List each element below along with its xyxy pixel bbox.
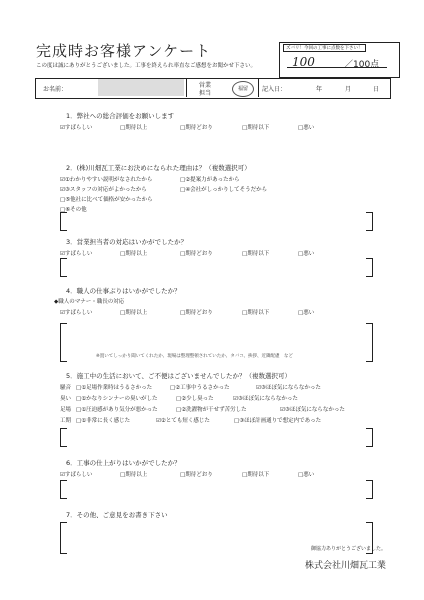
q4-option[interactable]: □悪い: [298, 310, 315, 316]
divider: [258, 78, 259, 97]
q2-option[interactable]: ☑①わかりやすい説明がなされたから: [60, 177, 153, 183]
score-suffix: ／100点: [344, 60, 380, 70]
q1-option[interactable]: ☑すばらしい: [60, 125, 93, 131]
score-value[interactable]: 100: [292, 55, 315, 69]
rep-stamp: 福留: [232, 81, 254, 97]
footer-thanks: 御協力ありがとうございました。: [310, 546, 386, 552]
q4-option[interactable]: ☑すばらしい: [60, 310, 93, 316]
q5-option[interactable]: □②工事中うるさかった: [170, 385, 230, 391]
intro-text: この度は誠にありがとうございました。工事を終えられ率直なご感想をお聞かせ下さい。: [36, 63, 257, 69]
q5-row-label: 足場: [60, 407, 72, 413]
q3-option[interactable]: □期待以下: [242, 251, 270, 257]
q3-option[interactable]: □期待以上: [120, 251, 148, 257]
q3-option[interactable]: □悪い: [298, 251, 315, 257]
company-name: 株式会社川畑瓦工業: [304, 561, 386, 571]
q2-bracket-left: [60, 212, 67, 231]
date-year: 年: [316, 86, 323, 93]
q1-option[interactable]: □悪い: [298, 125, 315, 131]
date-day: 日: [373, 86, 380, 93]
q6-title: 6．工事の仕上がりはいかがでしたか？: [66, 459, 181, 467]
q1-option[interactable]: □期待どおり: [180, 125, 213, 131]
divider: [186, 78, 187, 97]
rep-label-2: 担当: [199, 90, 212, 97]
q5-title: 5．施工中の生活において、ご不便はございませんでしたか？（複数選択可）: [66, 372, 292, 380]
q5-row-label: 臭い: [60, 396, 72, 402]
name-field[interactable]: [98, 79, 184, 96]
q5-option[interactable]: ☑③ほぼ気にならなかった: [256, 385, 321, 391]
q4-option[interactable]: □期待どおり: [180, 310, 213, 316]
q5-option[interactable]: □①圧迫感があり気分が悪かった: [76, 407, 158, 413]
q2-bracket-right: [366, 212, 373, 231]
q7-title: 7．その他、ご意見をお書き下さい: [66, 511, 168, 519]
q6-bracket-right: [366, 480, 373, 499]
q4-title: 4．職人の仕事ぶりはいかがでしたか？: [66, 287, 181, 295]
q3-bracket-right: [366, 258, 373, 277]
q4-subtitle: ◆職人のマナー・職長の対応: [54, 299, 125, 305]
date-month: 月: [345, 86, 352, 93]
q6-option[interactable]: □悪い: [298, 472, 315, 478]
q5-option[interactable]: ☑③ほぼ気にならなかった: [233, 396, 298, 402]
q2-option[interactable]: □④会社がしっかりしてそうだから: [180, 187, 268, 193]
q1-title: 1．弊社への総合評価をお願いします: [66, 112, 175, 120]
score-tag: ズバリ！今回の工事に点数を下さい！: [283, 44, 366, 52]
q2-option[interactable]: □⑥その他: [60, 207, 87, 213]
q5-option[interactable]: □②洗濯物が干せず苦労した: [176, 407, 247, 413]
q4-bracket-right: [366, 323, 373, 362]
q6-option[interactable]: ☑すばらしい: [60, 472, 93, 478]
q5-option[interactable]: □①足場作業時はうるさかった: [76, 385, 153, 391]
q6-option[interactable]: □期待以上: [120, 472, 148, 478]
q1-option[interactable]: □期待以下: [242, 125, 270, 131]
page-title: 完成時お客様アンケート: [36, 42, 212, 60]
date-label: 記入日：: [262, 86, 287, 93]
q2-option[interactable]: ☑③スタッフの対応がよかったから: [60, 187, 147, 193]
q6-option[interactable]: □期待どおり: [180, 472, 213, 478]
q4-bracket-left: [60, 323, 67, 362]
q5-option[interactable]: □①かなりシンナーの臭いがした: [76, 396, 158, 402]
q3-bracket-left: [60, 258, 67, 277]
info-row: [35, 78, 391, 99]
q3-option[interactable]: □期待どおり: [180, 251, 213, 257]
q5-option[interactable]: □③ほぼ計画通りで想定内であった: [234, 418, 322, 424]
q5-option[interactable]: □②少し臭った: [176, 396, 214, 402]
q2-option[interactable]: □⑤他社に比べて価格が安かったから: [60, 197, 153, 203]
q4-note: ※置いてしっかり聞いてくれたか、現場は整理整頓されていたか、タバコ、挨拶、近隣配慮 など: [96, 354, 294, 359]
q5-bracket-left: [60, 428, 67, 447]
q3-title: 3．営業担当者の対応はいかがでしたか？: [66, 238, 188, 246]
q6-option[interactable]: □期待以下: [242, 472, 270, 478]
q7-bracket-left[interactable]: [60, 522, 67, 554]
q5-bracket-right: [366, 428, 373, 447]
q5-option[interactable]: ☑③ほぼ気にならなかった: [280, 407, 345, 413]
q6-bracket-left: [60, 480, 67, 499]
q4-option[interactable]: □期待以下: [242, 310, 270, 316]
name-label: お名前：: [43, 86, 68, 93]
q5-option[interactable]: ☑②とても短く感じた: [156, 418, 210, 424]
q5-row-label: 工期: [60, 418, 72, 424]
q1-option[interactable]: □期待以上: [120, 125, 148, 131]
q3-option[interactable]: ☑すばらしい: [60, 251, 93, 257]
rep-label-1: 営業: [199, 82, 212, 89]
q5-row-label: 騒音: [60, 385, 72, 391]
q5-option[interactable]: □①非常に長く感じた: [76, 418, 131, 424]
q2-title: 2．(株)川畑瓦工業にお決めになられた理由は？（複数選択可）: [66, 164, 251, 172]
q2-option[interactable]: □②提案力があったから: [180, 177, 240, 183]
q4-option[interactable]: □期待以上: [120, 310, 148, 316]
